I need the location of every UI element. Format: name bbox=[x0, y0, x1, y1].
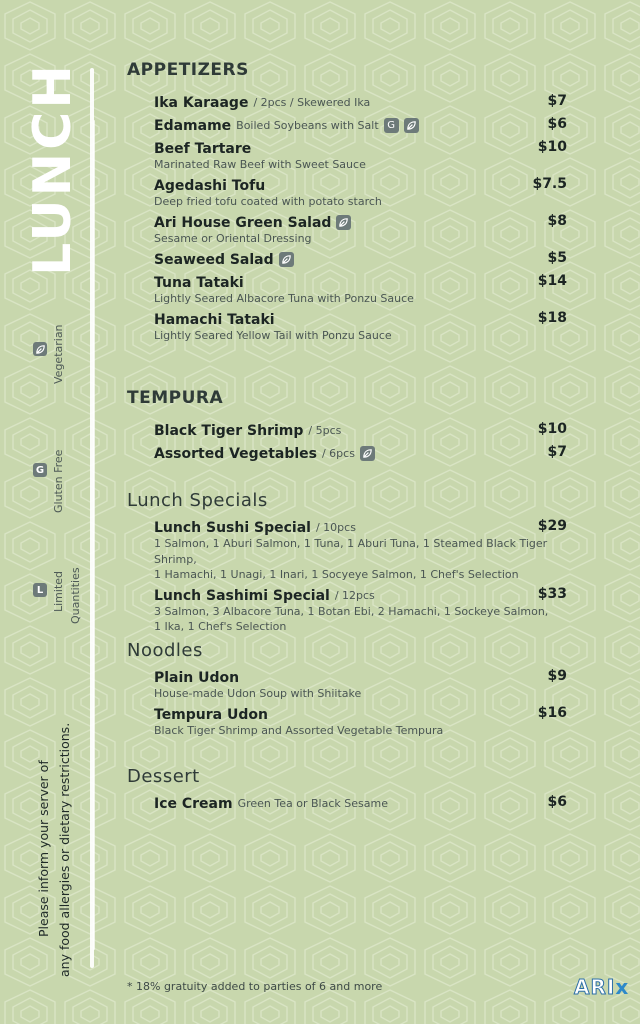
vegetarian-leaf-icon bbox=[404, 118, 419, 133]
menu-item bbox=[127, 793, 572, 814]
item-price: $7.5 bbox=[532, 176, 567, 192]
item-note: / 2pcs / Skewered Ika bbox=[253, 96, 371, 109]
item-price: $9 bbox=[547, 668, 567, 684]
section-title: Dessert bbox=[127, 766, 200, 787]
ari-logo bbox=[574, 975, 630, 1003]
item-note: / 10pcs bbox=[315, 521, 356, 534]
item-description: 1 Hamachi, 1 Unagi, 1 Inari, 1 Socyeye Salmon, 1 Chef's Selection bbox=[154, 568, 519, 581]
menu-item bbox=[127, 115, 572, 136]
menu-item bbox=[127, 138, 572, 173]
item-price: $14 bbox=[537, 273, 567, 289]
allergy-notice-line2: any food allergies or dietary restrictions. bbox=[57, 722, 72, 977]
item-price: $6 bbox=[547, 794, 567, 810]
item-name: Black Tiger Shrimp bbox=[154, 422, 304, 439]
menu-item bbox=[127, 667, 572, 702]
item-name: Plain Udon bbox=[154, 669, 240, 686]
item-description: Black Tiger Shrimp and Assorted Vegetable Tempura bbox=[154, 724, 444, 737]
section-appetizers bbox=[127, 60, 572, 388]
item-name: Seaweed Salad bbox=[154, 251, 274, 268]
menu-item bbox=[127, 92, 572, 113]
logo-accent-text: x bbox=[615, 975, 630, 999]
gluten-free-icon: G bbox=[384, 118, 399, 133]
item-name: Lunch Sushi Special bbox=[154, 519, 311, 536]
vegetarian-leaf-icon bbox=[336, 215, 351, 230]
logo-main-text: ARI bbox=[574, 975, 616, 999]
section-dessert bbox=[127, 766, 572, 814]
item-description: 1 Ika, 1 Chef's Selection bbox=[154, 620, 287, 633]
item-price: $18 bbox=[537, 310, 567, 326]
item-note: / 6pcs bbox=[321, 447, 355, 460]
menu-item bbox=[127, 704, 572, 739]
section-title: Lunch Specials bbox=[127, 490, 268, 511]
item-price: $5 bbox=[547, 250, 567, 266]
item-note: Boiled Soybeans with Salt bbox=[236, 119, 379, 132]
item-name: Lunch Sashimi Special bbox=[154, 587, 330, 604]
item-description: 1 Salmon, 1 Aburi Salmon, 1 Tuna, 1 Aburi Tuna, 1 Steamed Black Tiger Shrimp, bbox=[154, 537, 548, 566]
item-name: Ari House Green Salad bbox=[154, 214, 332, 231]
menu-item bbox=[127, 309, 572, 344]
item-description: Marinated Raw Beef with Sweet Sauce bbox=[154, 158, 366, 171]
item-note: / 12pcs bbox=[334, 589, 375, 602]
menu-title: LUNCH bbox=[23, 62, 83, 276]
menu-item bbox=[127, 212, 572, 247]
limited-quantities-icon: L bbox=[33, 583, 47, 597]
item-name: Hamachi Tataki bbox=[154, 311, 275, 328]
item-price: $29 bbox=[537, 518, 567, 534]
item-name: Assorted Vegetables bbox=[154, 445, 317, 462]
menu-item bbox=[127, 420, 572, 441]
vegetarian-leaf-icon bbox=[33, 342, 47, 356]
item-description: Sesame or Oriental Dressing bbox=[154, 232, 312, 245]
section-noodles bbox=[127, 640, 572, 766]
menu-item bbox=[127, 272, 572, 307]
gluten-free-icon: G bbox=[33, 463, 47, 477]
item-description: Lightly Seared Albacore Tuna with Ponzu Sauce bbox=[154, 292, 414, 305]
menu-item bbox=[127, 175, 572, 210]
legend-limited-label-line1: Limited bbox=[52, 570, 65, 612]
item-description: Deep fried tofu coated with potato starch bbox=[154, 195, 382, 208]
section-lunch-specials bbox=[127, 490, 572, 640]
vertical-divider-accent bbox=[93, 120, 95, 950]
item-name: Tuna Tataki bbox=[154, 274, 244, 291]
item-name: Tempura Udon bbox=[154, 706, 268, 723]
menu-item bbox=[127, 443, 572, 464]
legend-limited-label-line2: Quantities bbox=[69, 567, 82, 624]
section-title: Noodles bbox=[127, 640, 203, 661]
item-description: 3 Salmon, 3 Albacore Tuna, 1 Botan Ebi, 2 Hamachi, 1 Sockeye Salmon, bbox=[154, 605, 549, 618]
item-price: $10 bbox=[537, 139, 567, 155]
item-price: $6 bbox=[547, 116, 567, 132]
legend-vegetarian-label: Vegetarian bbox=[52, 324, 65, 384]
vegetarian-leaf-icon bbox=[279, 252, 294, 267]
allergy-notice-line1: Please inform your server of bbox=[36, 760, 51, 937]
item-name: Agedashi Tofu bbox=[154, 177, 266, 194]
item-description: House-made Udon Soup with Shiitake bbox=[154, 687, 362, 700]
gratuity-footnote: * 18% gratuity added to parties of 6 and more bbox=[127, 980, 383, 993]
item-note: / 5pcs bbox=[308, 424, 342, 437]
item-name: Beef Tartare bbox=[154, 140, 252, 157]
menu-item bbox=[127, 249, 572, 270]
item-description: Lightly Seared Yellow Tail with Ponzu Sauce bbox=[154, 329, 392, 342]
item-name: Ice Cream bbox=[154, 795, 233, 812]
item-price: $8 bbox=[547, 213, 567, 229]
vegetarian-leaf-icon bbox=[360, 446, 375, 461]
item-price: $16 bbox=[537, 705, 567, 721]
menu-item bbox=[127, 585, 572, 635]
item-price: $33 bbox=[537, 586, 567, 602]
section-title: APPETIZERS bbox=[127, 60, 249, 80]
item-price: $7 bbox=[547, 93, 567, 109]
menu-item bbox=[127, 517, 572, 583]
item-price: $10 bbox=[537, 421, 567, 437]
section-title: TEMPURA bbox=[127, 388, 224, 408]
item-name: Ika Karaage bbox=[154, 94, 249, 111]
item-name: Edamame bbox=[154, 117, 232, 134]
legend-gluten-free-label: Gluten Free bbox=[52, 449, 65, 513]
menu-body bbox=[127, 60, 572, 816]
section-tempura bbox=[127, 388, 572, 490]
item-note: Green Tea or Black Sesame bbox=[237, 797, 388, 810]
item-price: $7 bbox=[547, 444, 567, 460]
